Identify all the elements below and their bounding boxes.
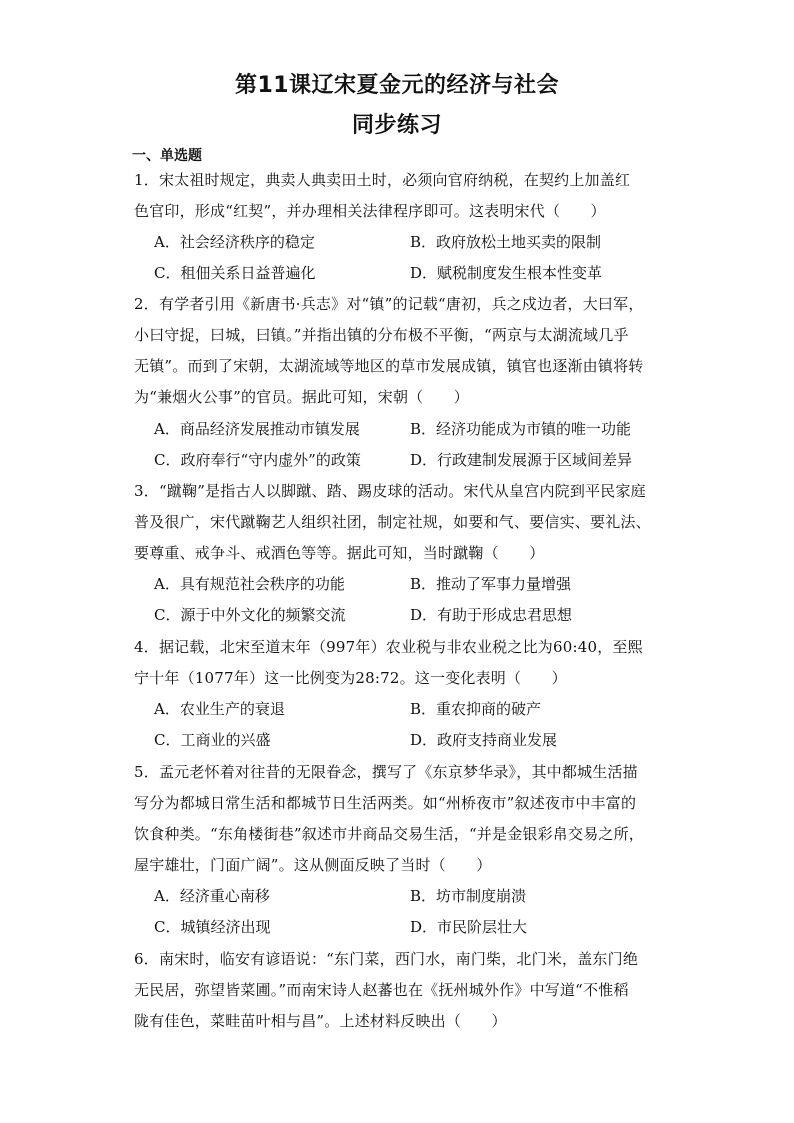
section-heading: 一、单选题	[132, 148, 202, 164]
question-4-option-d: D．政府支持商业发展	[410, 731, 558, 749]
question-4-option-a: A．农业生产的衰退	[154, 700, 285, 718]
question-2-line-1: 2．有学者引用《新唐书·兵志》对“镇”的记载“唐初，兵之戍边者，大曰军，	[134, 295, 644, 313]
question-1-line-2: 色官印，形成“红契”，并办理相关法律程序即可。这表明宋代（ ）	[134, 202, 606, 220]
question-1-option-d: D．赋税制度发生根本性变革	[410, 264, 603, 282]
question-4-option-b: B．重农抑商的破产	[410, 700, 542, 718]
question-3-option-b: B．推动了军事力量增强	[410, 575, 572, 593]
question-3-option-c: C．源于中外文化的频繁交流	[154, 606, 346, 624]
question-6-line-1: 6．南宋时，临安有谚语说：“东门菜，西门水，南门柴，北门米，盖东门绝	[134, 950, 639, 968]
question-1-option-a: A．社会经济秩序的稳定	[154, 233, 315, 251]
page-title: 第11课辽宋夏金元的经济与社会	[234, 73, 560, 98]
question-2-option-d: D．行政建制发展源于区域间差异	[410, 451, 633, 469]
question-3-line-3: 要尊重、戒争斗、戒酒色等等。据此可知，当时蹴鞠（ ）	[134, 544, 545, 562]
question-5-option-b: B．坊市制度崩溃	[410, 887, 527, 905]
question-6-line-2: 无民居，弥望皆菜圃。”而南宋诗人赵蕃也在《抚州城外作》中写道“不惟稻	[134, 981, 629, 999]
question-3-line-2: 普及很广，宋代蹴鞠艺人组织社团，制定社规，如要和气、要信实、要礼法、	[134, 513, 651, 531]
question-5-line-4: 屋宇雄壮，门面广阔”。这从侧面反映了当时（ ）	[134, 856, 492, 874]
question-5-option-d: D．市民阶层壮大	[410, 918, 528, 936]
question-1-option-b: B．政府放松土地买卖的限制	[410, 233, 602, 251]
question-2-line-3: 无镇”。而到了宋朝，太湖流域等地区的草市发展成镇，镇官也逐渐由镇将转	[134, 357, 644, 375]
question-2-option-a: A．商品经济发展推动市镇发展	[154, 420, 360, 438]
question-3-option-d: D．有助于形成忠君思想	[410, 606, 573, 624]
question-4-line-1: 4．据记载，北宋至道末年（997年）农业税与非农业税之比为60:40，至熙	[134, 638, 643, 656]
question-2-option-c: C．政府奉行“守内虚外”的政策	[154, 451, 361, 469]
question-3-option-a: A．具有规范社会秩序的功能	[154, 575, 345, 593]
question-2-line-2: 小曰守捉，曰城，曰镇。”并指出镇的分布极不平衡，“两京与太湖流域几乎	[134, 326, 629, 344]
question-2-option-b: B．经济功能成为市镇的唯一功能	[410, 420, 632, 438]
question-1-line-1: 1．宋太祖时规定，典卖人典卖田土时，必须向官府纳税，在契约上加盖红	[134, 171, 631, 189]
page-subtitle: 同步练习	[351, 113, 442, 138]
question-4-line-2: 宁十年（1077年）这一比例变为28:72。这一变化表明（ ）	[134, 669, 567, 687]
question-5-option-a: A．经济重心南移	[154, 887, 270, 905]
question-5-option-c: C．城镇经济出现	[154, 918, 271, 936]
question-4-option-c: C．工商业的兴盛	[154, 731, 271, 749]
question-6-line-3: 陇有佳色，菜畦苗叶相与昌”。上述材料反映出（ ）	[134, 1012, 507, 1030]
question-5-line-2: 写分为都城日常生活和都城节日生活两类。如“州桥夜市”叙述夜市中丰富的	[134, 794, 637, 812]
question-5-line-3: 饮食种类。“东角楼街巷”叙述市井商品交易生活，“并是金银彩帛交易之所，	[134, 825, 645, 843]
question-5-line-1: 5．孟元老怀着对往昔的无限眷念，撰写了《东京梦华录》，其中都城生活描	[134, 763, 638, 781]
question-1-option-c: C．租佃关系日益普遍化	[154, 264, 316, 282]
question-3-line-1: 3．“蹴鞠”是指古人以脚蹴、踏、踢皮球的活动。宋代从皇宫内院到平民家庭	[134, 482, 646, 500]
question-2-line-4: 为“兼烟火公事”的官员。据此可知，宋朝（ ）	[134, 388, 469, 406]
